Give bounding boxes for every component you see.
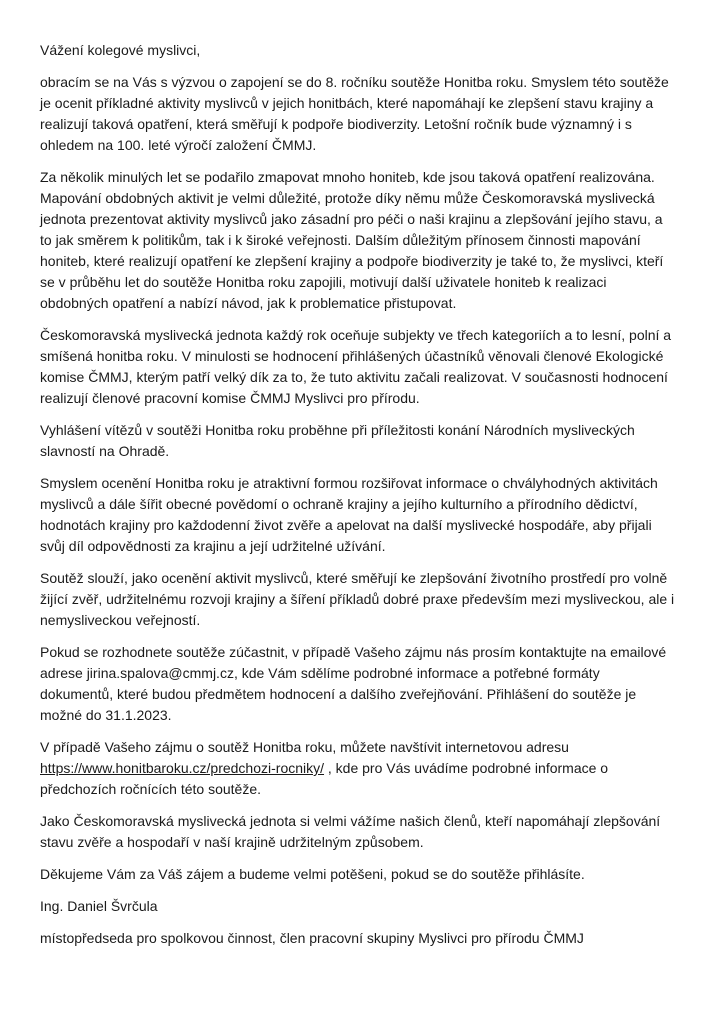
paragraph: Soutěž slouží, jako ocenění aktivit myslivců, které směřují ke zlepšování životního prostředí pro volně žijící zvěř, udržitelnému rozvoji krajiny a šíření příkladů dobré praxe především mezi mysliveckou, ale i nemysliveckou veřejností.: [40, 570, 675, 628]
paragraph: Českomoravská myslivecká jednota každý rok oceňuje subjekty ve třech kategoriích a to lesní, polní a smíšená honitba roku. V minulosti se hodnocení přihlášených účastníků věnovali členové Ekologické komise ČMMJ, kterým patří velký dík za to, že tuto aktivitu začali realizovat. V současnosti hodnocení realizují členové pracovní komise ČMMJ Myslivci pro přírodu.: [40, 327, 672, 406]
link-paragraph-after: , kde pro Vás uvádíme podrobné informace o předchozích ročnících této soutěže.: [40, 760, 609, 797]
paragraph: Vyhlášení vítězů v soutěži Honitba roku proběhne při příležitosti konání Národních mysliveckých slavností na Ohradě.: [40, 422, 635, 459]
paragraph: Smyslem ocenění Honitba roku je atraktivní formou rozšiřovat informace o chvályhodných aktivitách myslivců a dále šířit obecné povědomí o ochraně krajiny a jejího kulturního a přírodního dědictví, hodnotách krajiny pro každodenní život zvěře a apelovat na další myslivecké hospodáře, aby přijali svůj díl odpovědnosti za krajinu a její udržitelné užívání.: [40, 475, 658, 554]
link-paragraph: [40, 737, 675, 800]
link-paragraph-before: V případě Vašeho zájmu o soutěž Honitba roku, můžete navštívit internetovou adresu: [40, 739, 569, 755]
signature-title: místopředseda pro spolkovou činnost, člen pracovní skupiny Myslivci pro přírodu ČMMJ: [40, 930, 584, 946]
previous-years-link[interactable]: https://www.honitbaroku.cz/predchozi-rocniky/: [40, 760, 325, 776]
paragraph: obracím se na Vás s výzvou o zapojení se do 8. ročníku soutěže Honitba roku. Smyslem této soutěže je ocenit příkladné aktivity myslivců v jejich honitbách, které napomáhají ke zlepšení stavu krajiny a realizují taková opatření, která směřují k podpoře biodiverzity. Letošní ročník bude významný i s ohledem na 100. leté výročí založení ČMMJ.: [40, 74, 669, 153]
closing-paragraphs: [40, 811, 675, 885]
paragraph: Za několik minulých let se podařilo zmapovat mnoho honiteb, kde jsou taková opatření realizována. Mapování obdobných aktivit je velmi důležité, protože díky němu může Českomoravská myslivecká jednota prezentovat aktivity myslivců jako zásadní pro péči o naši krajinu a zlepšování jejího stavu, a to jak směrem k politikům, tak i k široké veřejnosti. Dalším důležitým přínosem činnosti mapování honiteb, které realizují opatření ke zlepšení krajiny a podpoře biodiverzity je také to, že myslivci, kteří se v průběhu let do soutěže Honitba roku zapojili, motivují další uživatele honiteb k realizaci obdobných opatření a nabízí návod, jak k problematice přistupovat.: [40, 169, 664, 311]
paragraph: Jako Českomoravská myslivecká jednota si velmi vážíme našich členů, kteří napomáhají zlepšování stavu zvěře a hospodaří v naší krajině udržitelným způsobem.: [40, 813, 661, 850]
body-paragraphs: [40, 72, 675, 726]
salutation: Vážení kolegové myslivci,: [40, 42, 201, 58]
paragraph: Děkujeme Vám za Váš zájem a budeme velmi potěšeni, pokud se do soutěže přihlásíte.: [40, 866, 585, 882]
signature-name: Ing. Daniel Švrčula: [40, 898, 158, 914]
paragraph: Pokud se rozhodnete soutěže zúčastnit, v případě Vašeho zájmu nás prosím kontaktujte na emailové adrese jirina.spalova@cmmj.cz, kde Vám sdělíme podrobné informace a potřebné formáty dokumentů, které budou předmětem hodnocení a dalšího zveřejňování. Přihlášení do soutěže je možné do 31.1.2023.: [40, 644, 667, 723]
